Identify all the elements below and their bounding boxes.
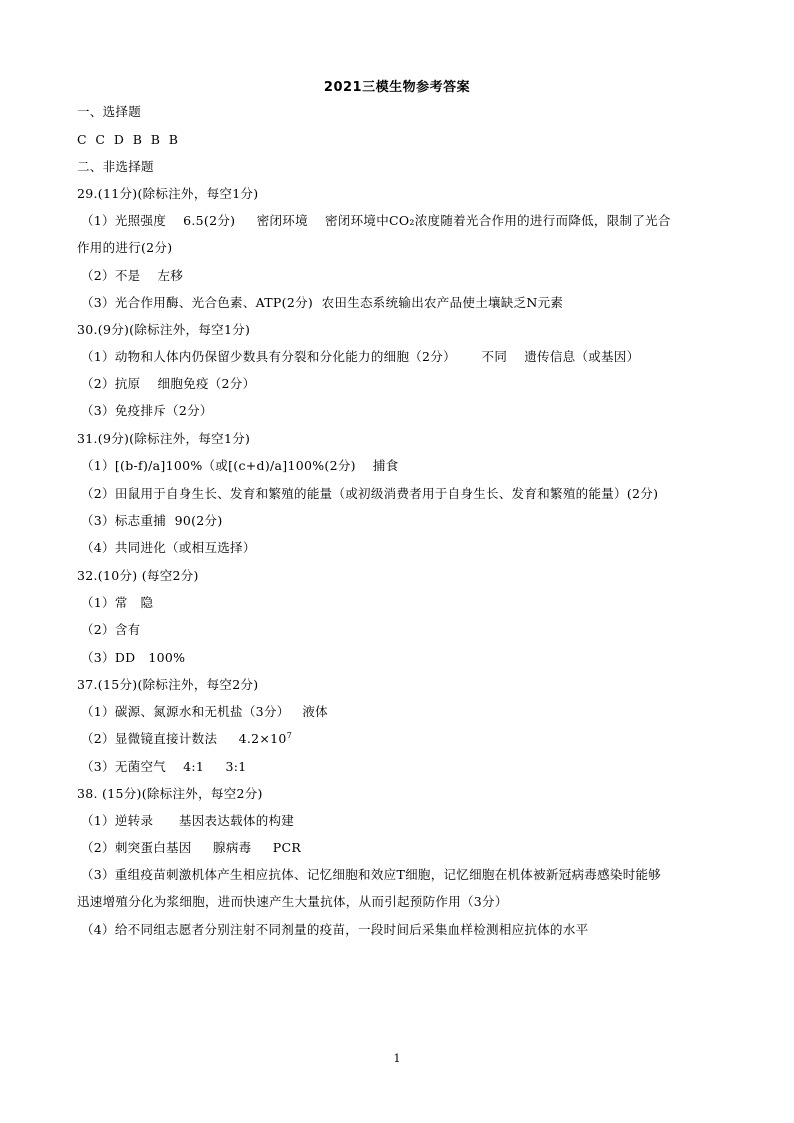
- q38-answer-3: （3）重组疫苗刺激机体产生相应抗体、记忆细胞和效应T细胞，记忆细胞在机体被新冠病毒感染时能够: [81, 867, 662, 882]
- page-title: 2021三模生物参考答案: [323, 80, 471, 95]
- question-37-header: 37.(15分)(除标注外，每空2分): [77, 677, 259, 692]
- q29-answer-1: （1）光照强度 6.5(2分) 密闭环境 密闭环境中CO₂浓度随着光合作用的进行而降低，限制了光合: [81, 213, 671, 228]
- q37-answer-1: （1）碳源、氮源水和无机盐（3分） 液体: [81, 704, 328, 719]
- question-31-header: 31.(9分)(除标注外，每空1分): [77, 431, 251, 446]
- section-heading-nonchoice: 二、非选择题: [77, 159, 154, 174]
- question-29-header: 29.(11分)(除标注外，每空1分): [77, 186, 259, 201]
- q37-answer-3: （3）无菌空气 4:1 3:1: [81, 759, 247, 774]
- question-32-header: 32.(10分) (每空2分): [77, 568, 199, 583]
- section-heading-choice: 一、选择题: [77, 104, 142, 119]
- q38-answer-4: （4）给不同组志愿者分别注射不同剂量的疫苗，一段时间后采集血样检测相应抗体的水平: [81, 922, 589, 937]
- q32-answer-3: （3）DD 100%: [81, 650, 186, 665]
- q29-answer-2: （2）不是 左移: [81, 268, 184, 283]
- q38-answer-2: （2）刺突蛋白基因 腺病毒 PCR: [81, 840, 302, 855]
- q37-answer-2: [81, 731, 292, 747]
- q37-answer-2-text: （2）显微镜直接计数法 4.2×10: [81, 731, 287, 746]
- choice-answers: C C D B B B: [77, 132, 179, 147]
- q30-answer-3: （3）免疫排斥（2分）: [81, 403, 213, 418]
- q31-answer-2: （2）田鼠用于自身生长、发育和繁殖的能量（或初级消费者用于自身生长、发育和繁殖的能量）(2分): [81, 486, 659, 501]
- q31-answer-4: （4）共同进化（或相互选择）: [81, 540, 256, 555]
- q38-answer-3-cont: 迅速增殖分化为浆细胞，进而快速产生大量抗体，从而引起预防作用（3分）: [77, 894, 508, 909]
- q32-answer-2: （2）含有: [81, 622, 141, 637]
- q30-answer-1: （1）动物和人体内仍保留少数具有分裂和分化能力的细胞（2分） 不同 遗传信息（或基因）: [81, 349, 640, 364]
- q30-answer-2: （2）抗原 细胞免疫（2分）: [81, 376, 256, 391]
- exponent-sup: 7: [286, 730, 293, 740]
- q29-answer-3: （3）光合作用酶、光合色素、ATP(2分) 农田生态系统输出农产品使土壤缺乏N元素: [81, 295, 564, 310]
- q31-answer-3: （3）标志重捕 90(2分): [81, 513, 223, 528]
- question-30-header: 30.(9分)(除标注外，每空1分): [77, 322, 251, 337]
- q29-answer-1-cont: 作用的进行(2分): [77, 240, 173, 255]
- q38-answer-1: （1）逆转录 基因表达载体的构建: [81, 813, 295, 828]
- page-number: 1: [393, 1052, 401, 1065]
- q32-answer-1: （1）常 隐: [81, 595, 154, 610]
- question-38-header: 38. (15分)(除标注外，每空2分): [77, 786, 263, 801]
- q31-answer-1: （1）[(b-f)/a]100%（或[(c+d)/a]100%(2分) 捕食: [81, 458, 399, 473]
